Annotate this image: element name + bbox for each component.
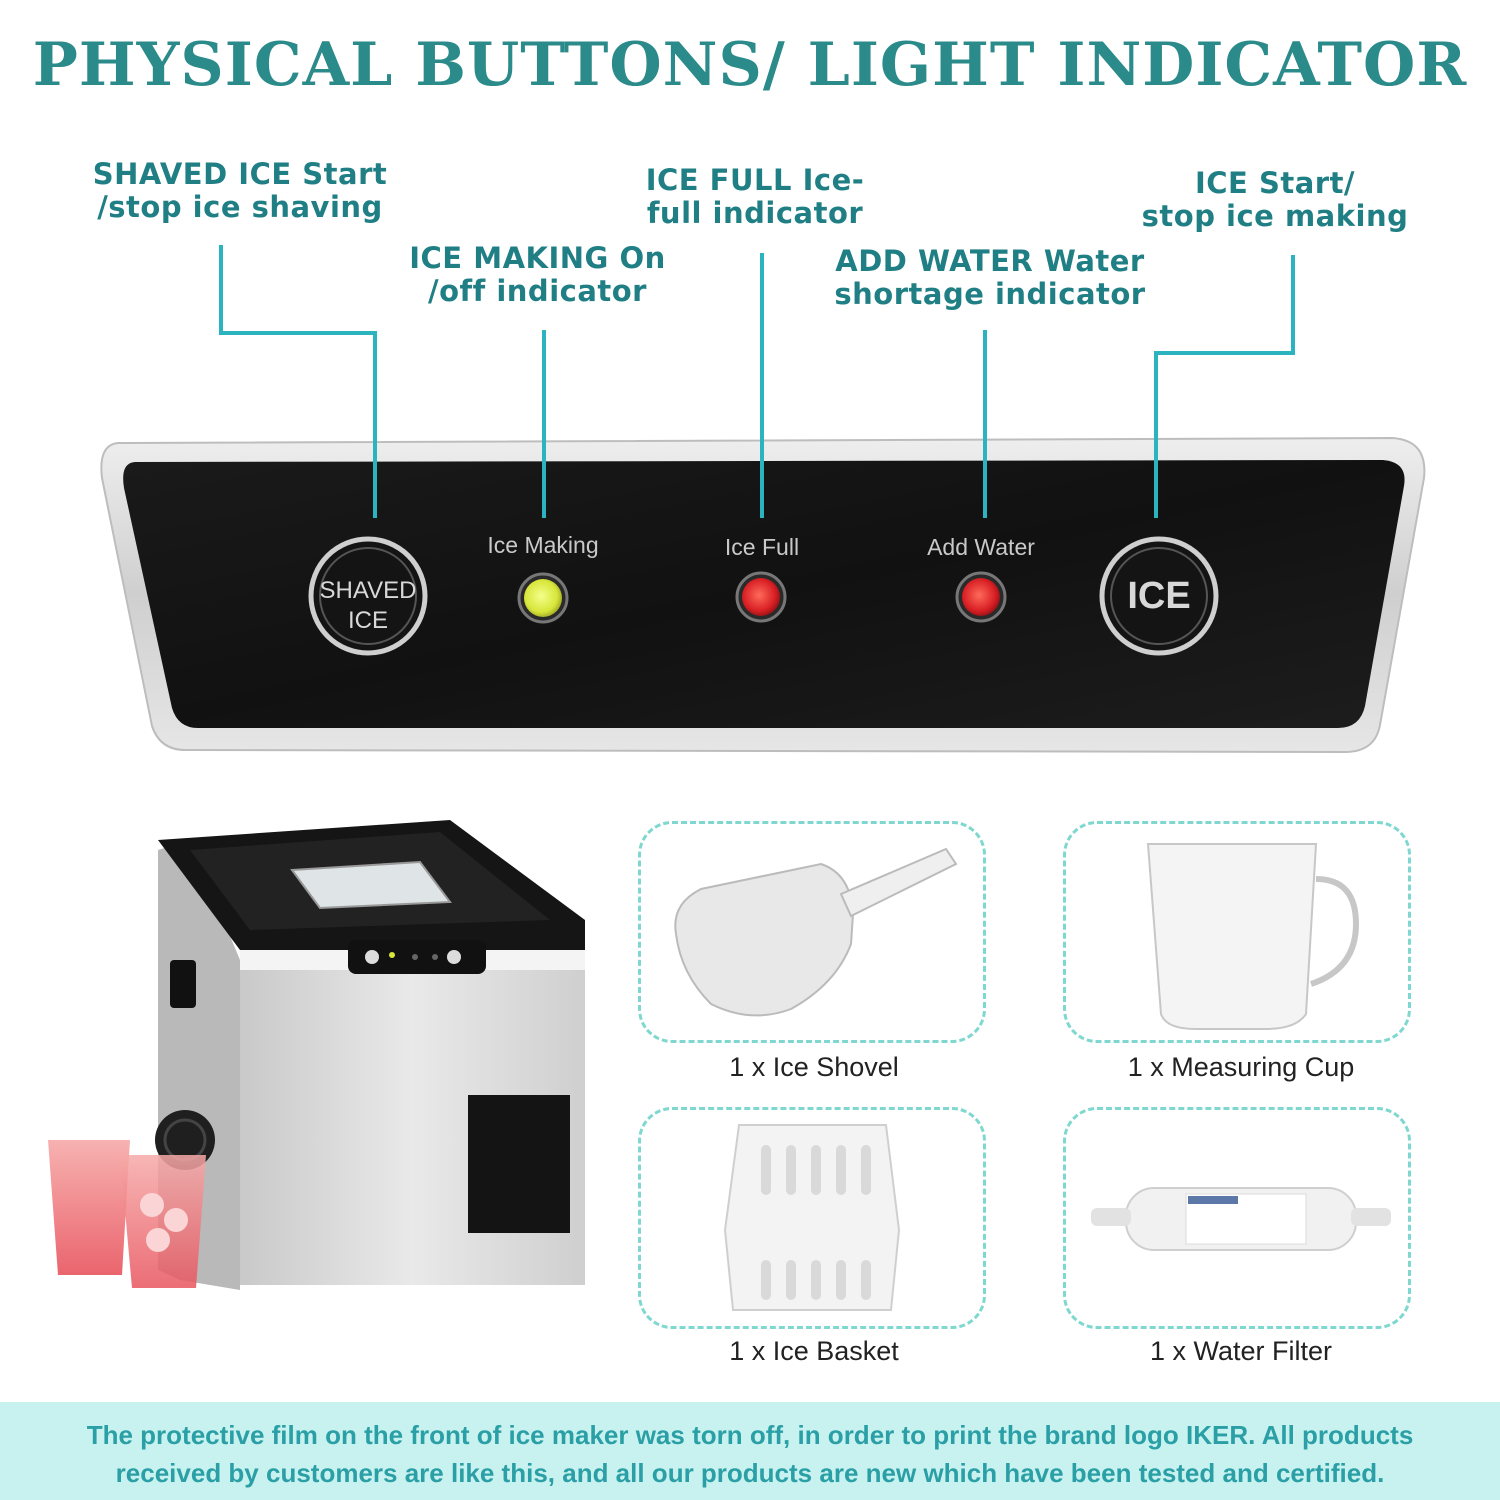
- ice-making-label: Ice Making: [487, 532, 599, 558]
- callout-line: ICE MAKING On: [409, 241, 666, 275]
- caption-ice-basket: 1 x Ice Basket: [729, 1336, 899, 1366]
- accessory-card-ice-basket: [638, 1107, 986, 1329]
- accessory-card-ice-shovel: [638, 821, 986, 1043]
- page-title: PHYSICAL BUTTONS/ LIGHT INDICATOR: [32, 30, 1468, 100]
- footer-line: The protective film on the front of ice maker was torn off, in order to print the brand logo IKER. All products: [86, 1420, 1414, 1450]
- callout-line: /stop ice shaving: [97, 190, 383, 224]
- ice-button-label: ICE: [1127, 575, 1191, 617]
- footer-notice: [0, 1402, 1500, 1500]
- water-filter-icon: [1066, 1110, 1406, 1324]
- caption-measuring-cup: 1 x Measuring Cup: [1127, 1052, 1355, 1082]
- shaved-ice-button[interactable]: [311, 576, 425, 636]
- callout-line: full indicator: [646, 196, 864, 230]
- footer-line: received by customers are like this, and all our products are new which have been tested and certified.: [115, 1458, 1385, 1488]
- accessory-card-measuring-cup: [1063, 821, 1411, 1043]
- caption-water-filter: 1 x Water Filter: [1149, 1336, 1333, 1366]
- ice-full-label: Ice Full: [724, 534, 800, 560]
- caption-ice-shovel: 1 x Ice Shovel: [729, 1052, 899, 1082]
- shaved-ice-button-label: ICE: [347, 607, 388, 634]
- ice-maker-image: [30, 810, 610, 1310]
- callout-line: /off indicator: [428, 274, 647, 308]
- callout-line: ICE FULL Ice-: [645, 163, 865, 197]
- ice-button[interactable]: [1102, 574, 1216, 618]
- callout-line: stop ice making: [1141, 199, 1409, 233]
- accessory-card-water-filter: [1063, 1107, 1411, 1329]
- ice-basket-icon: [641, 1110, 981, 1324]
- measuring-cup-icon: [1066, 824, 1406, 1038]
- callout-line: shortage indicator: [834, 277, 1146, 311]
- ice-shovel-icon: [641, 824, 981, 1038]
- add-water-label: Add Water: [927, 534, 1035, 560]
- callout-line: ADD WATER Water: [835, 244, 1145, 278]
- shaved-ice-button-label: SHAVED: [319, 577, 417, 604]
- callout-line: ICE Start/: [1194, 166, 1356, 200]
- callout-line: SHAVED ICE Start: [92, 157, 388, 191]
